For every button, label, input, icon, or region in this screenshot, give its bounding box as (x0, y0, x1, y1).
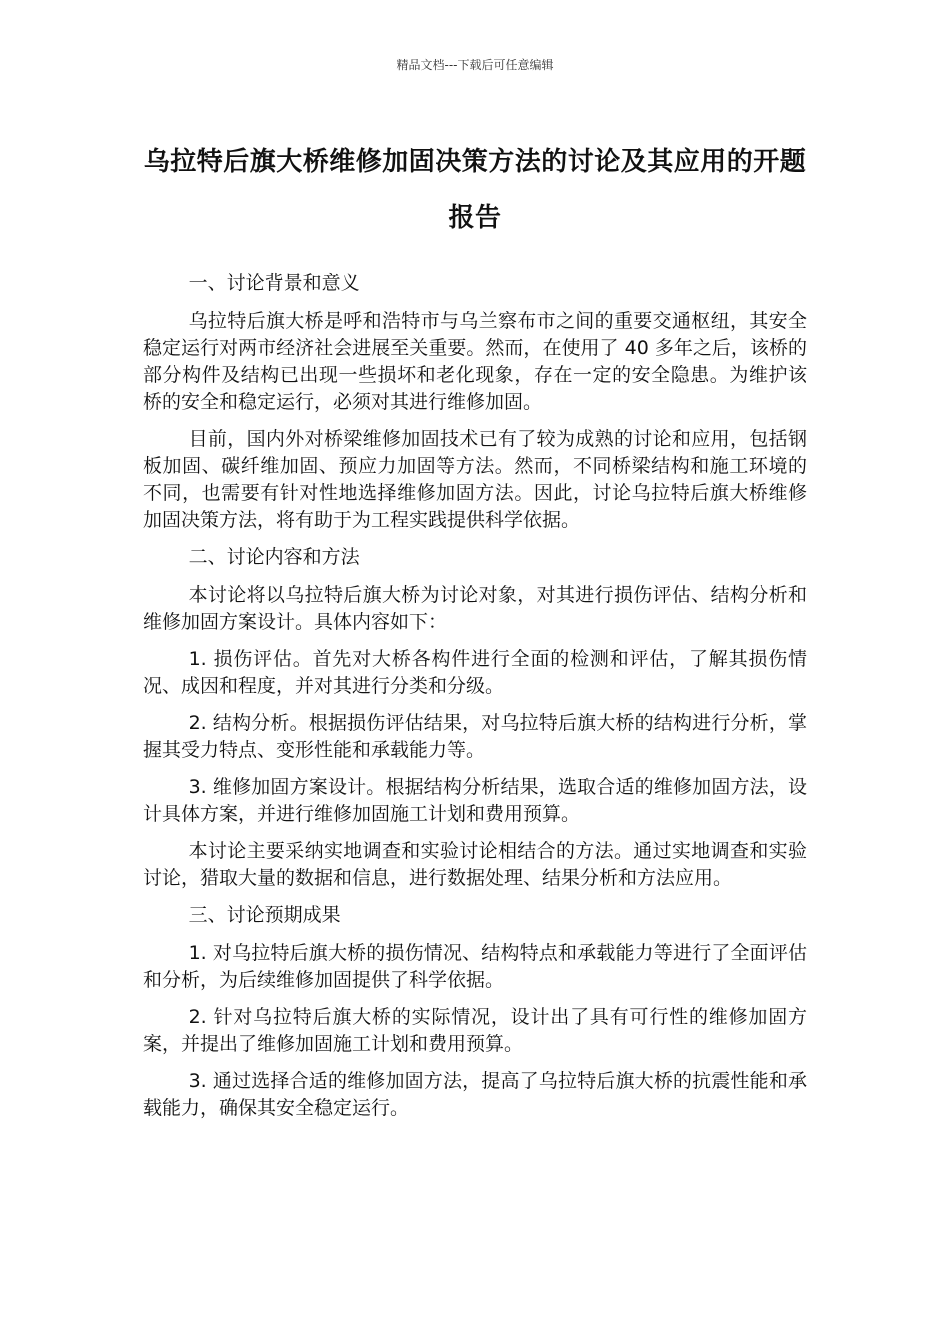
section-heading-background: 一、讨论背景和意义 (188, 272, 360, 294)
section-heading-content-method: 二、讨论内容和方法 (188, 546, 360, 568)
paragraph-background-1: 乌拉特后旗大桥是呼和浩特市与乌兰察布市之间的重要交通枢纽，其安全稳定运行对两市经济社会进展至关重要。然而，在使用了 40 多年之后，该桥的部分构件及结构已出现一些损坏和老化现象，存在一定的安全隐患。为维护该桥的安全和稳定运行，必须对其进行维修加固。 (143, 310, 807, 413)
list-item-result-2: 2. 针对乌拉特后旗大桥的实际情况，设计出了具有可行性的维修加固方案，并提出了维修加固施工计划和费用预算。 (143, 1006, 807, 1055)
page-header: 精品文档---下载后可任意编辑 (396, 58, 554, 72)
paragraph-method: 本讨论主要采纳实地调查和实验讨论相结合的方法。通过实地调查和实验讨论，猎取大量的数据和信息，进行数据处理、结果分析和方法应用。 (143, 840, 807, 889)
list-item-reinforcement-design: 3. 维修加固方案设计。根据结构分析结果，选取合适的维修加固方法，设计具体方案，并进行维修加固施工计划和费用预算。 (143, 776, 807, 825)
list-item-damage-assessment: 1. 损伤评估。首先对大桥各构件进行全面的检测和评估，了解其损伤情况、成因和程度，并对其进行分类和分级。 (143, 648, 807, 697)
paragraph-background-2: 目前，国内外对桥梁维修加固技术已有了较为成熟的讨论和应用，包括钢板加固、碳纤维加固、预应力加固等方法。然而，不同桥梁结构和施工环境的不同，也需要有针对性地选择维修加固方法。因此，讨论乌拉特后旗大桥维修加固决策方法，将有助于为工程实践提供科学依据。 (143, 428, 807, 531)
list-item-structural-analysis: 2. 结构分析。根据损伤评估结果，对乌拉特后旗大桥的结构进行分析，掌握其受力特点、变形性能和承载能力等。 (143, 712, 807, 761)
list-item-result-3: 3. 通过选择合适的维修加固方法，提高了乌拉特后旗大桥的抗震性能和承载能力，确保其安全稳定运行。 (143, 1070, 807, 1119)
section-heading-expected-results: 三、讨论预期成果 (188, 904, 341, 926)
paragraph-content-intro: 本讨论将以乌拉特后旗大桥为讨论对象，对其进行损伤评估、结构分析和维修加固方案设计。具体内容如下： (143, 584, 807, 633)
document-title: 乌拉特后旗大桥维修加固决策方法的讨论及其应用的开题报告 (143, 147, 807, 233)
list-item-result-1: 1. 对乌拉特后旗大桥的损伤情况、结构特点和承载能力等进行了全面评估和分析，为后续维修加固提供了科学依据。 (143, 942, 807, 991)
document-body (143, 270, 807, 1132)
